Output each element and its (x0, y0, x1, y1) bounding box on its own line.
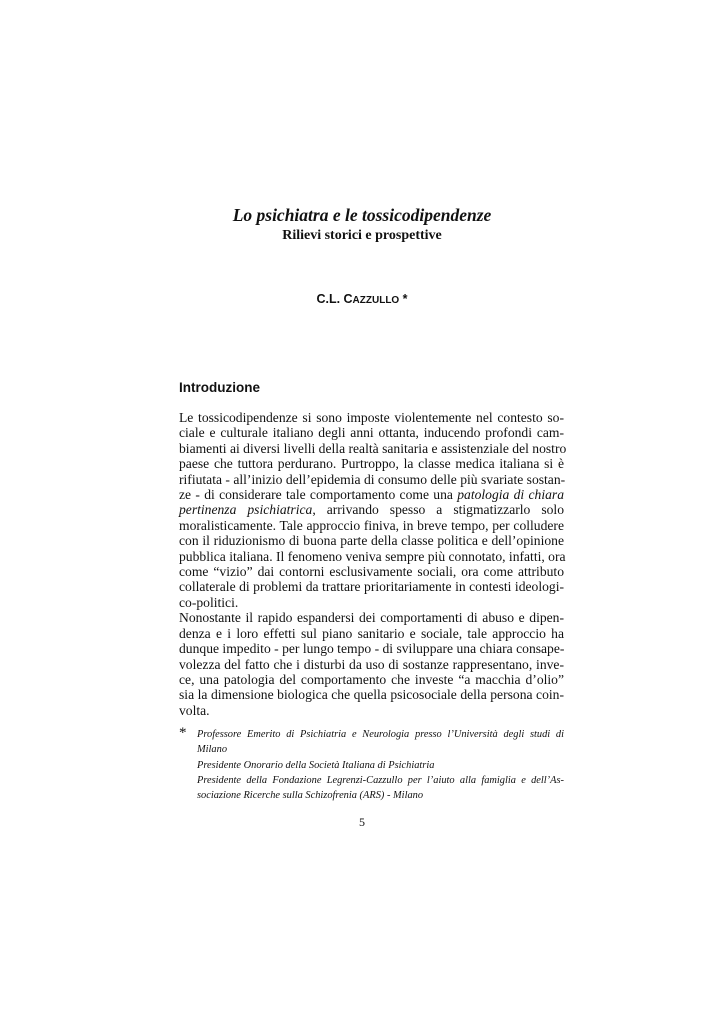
footnote-line: Milano (197, 744, 228, 756)
emphasis-text: pertinenza psichiatrica (179, 502, 313, 518)
body-line: co-politici. (179, 594, 239, 610)
footnote-marker: * (179, 725, 187, 741)
author-line (0, 292, 724, 306)
author-initials: C.L. C (316, 292, 353, 306)
body-line: rifiutata - all’inizio dell’epidemia di consumo delle più svariate sostan- (179, 471, 566, 487)
body-line: paese che tuttora perdurano. Purtroppo, la classe medica italiana si è (179, 456, 564, 472)
body-text (179, 410, 567, 718)
emphasis-text: patologia di chiara (457, 487, 564, 503)
body-line (179, 502, 564, 517)
body-line: biamenti ai diversi livelli della realtà sanitaria e assistenziale del nostro (179, 440, 567, 456)
body-line (179, 487, 564, 502)
footnote-line: Presidente Onorario della Società Italiana di Psichiatria (197, 759, 435, 771)
body-line: pubblica italiana. Il fenomeno veniva sempre più connotato, infatti, ora (179, 548, 566, 564)
author-surname: AZZULLO (352, 295, 400, 306)
body-line: moralisticamente. Tale approccio finiva, in breve tempo, per colludere (179, 517, 564, 533)
page-number: 5 (359, 815, 365, 829)
body-line: Nonostante il rapido espandersi dei comportamenti di abuso e dipen- (179, 610, 564, 626)
body-line: con il riduzionismo di buona parte della classe politica e dell’opinione (179, 533, 564, 549)
body-line: volta. (179, 702, 210, 718)
footnote-line: sociazione Ricerche sulla Schizofrenia (ARS) - Milano (197, 790, 424, 802)
section-heading: Introduzione (179, 380, 260, 395)
body-text-run: , arrivando spesso a stigmatizzarlo solo (312, 502, 564, 518)
body-line: come “vizio” dai contorni esclusivamente sociali, ora come attributo (179, 564, 564, 580)
body-line: sia la dimensione biologica che quella psicosociale della persona coin- (179, 687, 564, 703)
document-subtitle: Rilievi storici e prospettive (282, 228, 442, 243)
body-line: ciale e culturale italiano degli anni ottanta, inducendo profondi cam- (179, 425, 564, 441)
author-footnote-mark: * (399, 292, 408, 306)
document-title: Lo psichiatra e le tossicodipendenze (232, 205, 492, 225)
body-line: dunque impedito - per lungo tempo - di sviluppare una chiara consape- (179, 641, 565, 657)
body-text-run: ze - di considerare tale comportamento come una (179, 487, 453, 503)
body-line: volezza del fatto che i disturbi da uso di sostanze rappresentano, inve- (179, 656, 564, 672)
footnote-line: Presidente della Fondazione Legrenzi-Cazzullo per l’aiuto alla famiglia e dell’As- (197, 774, 564, 786)
body-line: ce, una patologia del comportamento che investe “a macchia d’olio” (179, 671, 564, 687)
footnote-line: Professore Emerito di Psichiatria e Neurologia presso l’Università degli studi di (197, 729, 564, 740)
body-line: denza e i loro effetti sul piano sanitario e sociale, tale approccio ha (179, 625, 564, 641)
body-line: collaterale di problemi da trattare prioritariamente in contesti ideologi- (179, 579, 564, 595)
footnote (197, 727, 564, 803)
body-line: Le tossicodipendenze si sono imposte violentemente nel contesto so- (179, 410, 564, 425)
